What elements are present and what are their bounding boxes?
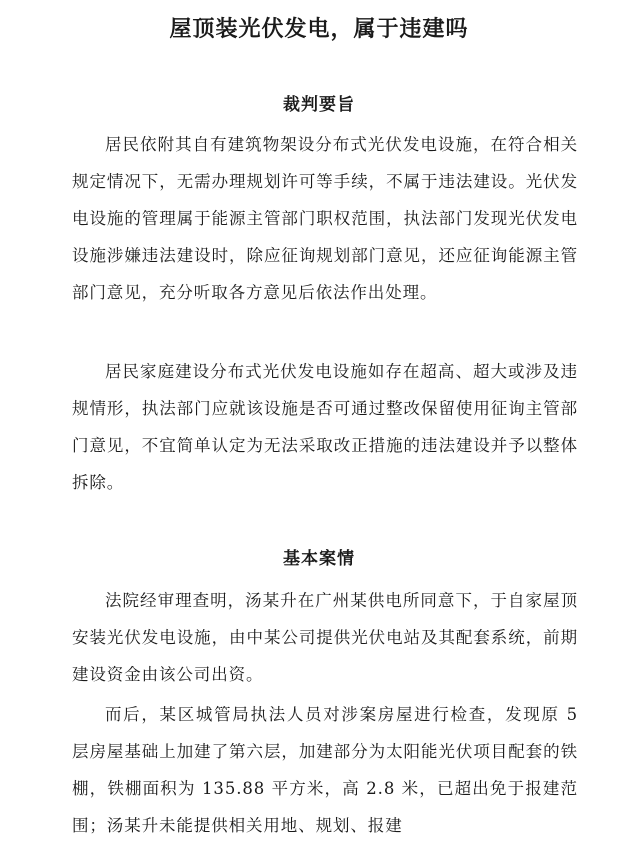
document-title: 屋顶装光伏发电，属于违建吗 (169, 16, 469, 42)
ruling-gist-paragraph-1: 居民依附其自有建筑物架设分布式光伏发电设施，在符合相关规定情况下，无需办理规划许可等手续，不属于违法建设。光伏发电设施的管理属于能源主管部门职权范围，执法部门发现光伏发电设施涉嫌违法建设时，除应征询规划部门意见，还应征询能源主管部门意见，充分听取各方意见后依法作出处理。 (72, 135, 578, 302)
ruling-gist-paragraph-2: 居民家庭建设分布式光伏发电设施如存在超高、超大或涉及违规情形，执法部门应就该设施是否可通过整改保留使用征询主管部门意见，不宜简单认定为无法采取改正措施的违法建设并予以整体拆除。 (72, 362, 578, 492)
section-heading-basic-facts: 基本案情 (283, 549, 355, 569)
basic-facts-paragraph-1: 法院经审理查明，汤某升在广州某供电所同意下，于自家屋顶安装光伏发电设施，由中某公司提供光伏电站及其配套系统，前期建设资金由该公司出资。 (72, 591, 578, 684)
section-heading-ruling-gist: 裁判要旨 (283, 95, 355, 115)
basic-facts-paragraph-2: 而后，某区城管局执法人员对涉案房屋进行检查，发现原 5 层房屋基础上加建了第六层，加建部分为太阳能光伏项目配套的铁棚，铁棚面积为 135.88 平方米，高 2.8 米，已超出免于报建范围；汤某升未能提供相关用地、规划、报建 (72, 705, 578, 835)
